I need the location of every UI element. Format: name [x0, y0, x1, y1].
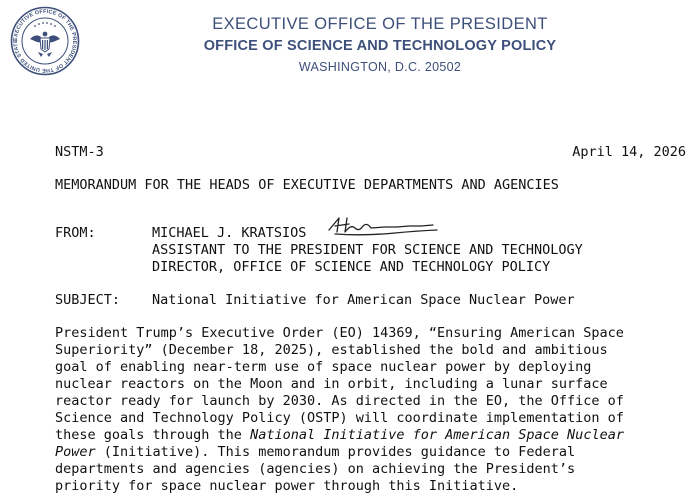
from-label: FROM: — [55, 225, 96, 241]
body-line: goal of enabling near-term use of space nuclear power by deploying — [55, 359, 592, 375]
subject-text: National Initiative for American Space Nuclear Power — [152, 292, 575, 308]
body-line: Science and Technology Policy (OSTP) will coordinate implementation of — [55, 410, 624, 426]
seal-ring-text: EXECUTIVE OFFICE OF THE PRESIDENT OF THE UNITED STATE — [12, 8, 78, 74]
body-text: (Initiative). This memorandum provides guidance to Federal — [95, 444, 576, 460]
from-title-1: ASSISTANT TO THE PRESIDENT FOR SCIENCE AND TECHNOLOGY — [152, 242, 583, 258]
office-address: WASHINGTON, D.C. 20502 — [298, 60, 462, 74]
body-line: reactor ready for launch by 2030. As directed in the EO, the Office of — [55, 393, 624, 409]
body-line: priority for space nuclear power through this Initiative. — [55, 478, 519, 494]
executive-office-seal — [10, 6, 80, 76]
memo-number: NSTM-3 — [55, 144, 104, 160]
body-line: President Trump’s Executive Order (EO) 14369, “Ensuring American Space — [55, 325, 624, 341]
memo-recipients: MEMORANDUM FOR THE HEADS OF EXECUTIVE DEPARTMENTS AND AGENCIES — [55, 177, 559, 193]
body-text: these goals through the — [55, 427, 251, 443]
office-name: EXECUTIVE OFFICE OF THE PRESIDENT — [212, 15, 548, 33]
initiative-title: Power — [55, 444, 96, 460]
body-line: departments and agencies (agencies) on achieving the President’s — [55, 461, 576, 477]
body-line: Superiority” (December 18, 2025), established the bold and ambitious — [55, 342, 608, 358]
body-line: nuclear reactors on the Moon and in orbit, including a lunar surface — [55, 376, 608, 392]
body-line — [55, 427, 695, 444]
subject-label: SUBJECT: — [55, 292, 121, 308]
letterhead — [150, 14, 610, 76]
ostp-name: OFFICE OF SCIENCE AND TECHNOLOGY POLICY — [203, 38, 557, 54]
memo-date: April 14, 2026 — [572, 144, 686, 160]
handwritten-signature — [325, 214, 445, 238]
initiative-title: National Initiative for American Space Nuclear — [250, 427, 624, 443]
body-paragraph — [55, 325, 695, 495]
from-name: MICHAEL J. KRATSIOS — [152, 225, 307, 241]
body-line — [55, 444, 695, 461]
from-title-2: DIRECTOR, OFFICE OF SCIENCE AND TECHNOLOGY POLICY — [152, 259, 551, 275]
